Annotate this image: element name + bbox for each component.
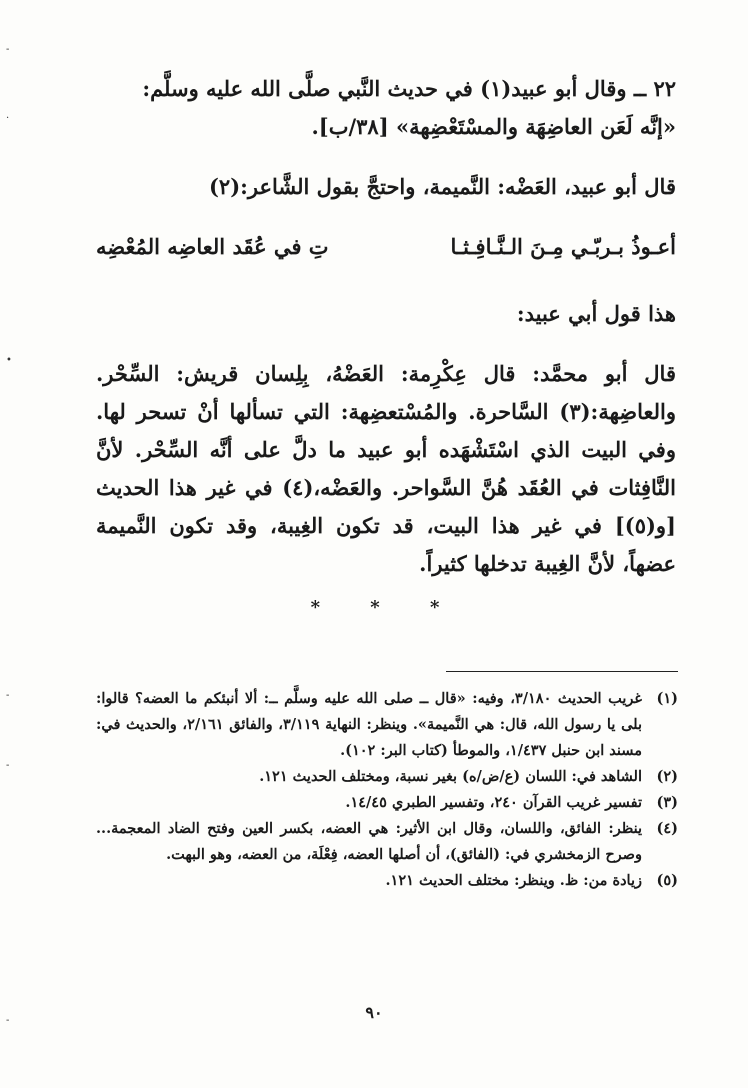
footnote-text: الشاهد في: اللسان (ع/ض/ه) بغير نسبة، ومختلف الحديث ١٢١. (259, 768, 642, 785)
paragraph-1-line-2: «إنَّه لَعَن العاضِهَة والمسْتَعْضِهة» [٣٨/ب]. (311, 114, 676, 139)
page-number: ٩٠ (365, 1003, 383, 1022)
footnote-number: (١) (656, 690, 678, 707)
poem-first-hemistich: أعـوذُ بـربّـي مِـنَ الـنَّـافِـثـا (450, 234, 676, 259)
scan-mark: . (6, 110, 10, 121)
poem-verse (96, 234, 676, 259)
footnote-number: (٣) (656, 794, 678, 811)
footnote-1 (96, 686, 678, 764)
footnote-number: (٤) (656, 820, 678, 837)
footnote-divider (446, 671, 678, 672)
paragraph-2: قال أبو عبيد، العَضْه: النَّميمة، واحتجَّ بقول الشَّاعر:(٢) (208, 174, 676, 199)
footnote-number: (٢) (656, 768, 678, 785)
footnote-text: زيادة من: ظ. وينظر: مختلف الحديث ١٢١. (385, 872, 642, 889)
paragraph-4: قال أبو محمَّد: قال عِكْرِمة: العَضْهُ، بِلِسان قريش: السِّحْر. والعاضِهة:(٣) السَّاحرة. والمُسْتعضِهة: التي تسألها أنْ تسحر لها. وفي البيت الذي اسْتَشْهَده أبو عبيد ما دلَّ على أنَّه السِّحْر. لأنَّ النَّافِثات في العُقَد هُنَّ السَّواحر. والعَضْه،(٤) في غير هذا الحديث [و(٥)] في غير هذا البيت، قد تكون الغِيبة، وقد تكون النَّميمة عضهاً، لأنَّ الغِيبة تدخلها كثيراً. (96, 361, 676, 576)
footnote-3 (96, 790, 678, 816)
scan-mark: - (6, 1015, 10, 1026)
poem-second-hemistich: تِ في عُقَد العاضِه المُعْضِه (96, 234, 329, 259)
footnote-number: (٥) (656, 872, 678, 889)
paragraph-3: هذا قول أبي عبيد: (516, 301, 676, 326)
footnote-4 (96, 816, 678, 868)
footnote-text: غريب الحديث ٣/١٨٠، وفيه: «قال ــ صلى الله عليه وسلَّم ــ: ألا أنبئكم ما العضه؟ قالوا: بلى يا رسول الله، قال: هي النَّميمة». وينظر: النهاية ٣/١١٩، والفائق ٢/١٦١، والحديث في: مسند ابن حنبل ١/٤٣٧، والموطأ (كتاب البر: ١٠٢). (96, 690, 642, 759)
scan-mark: - (6, 760, 10, 771)
scan-mark: - (6, 44, 10, 55)
main-text (96, 70, 676, 618)
section-separator: * * * (310, 597, 462, 618)
footnote-5 (96, 868, 678, 894)
footnote-text: ينظر: الفائق، واللسان، وقال ابن الأثير: هي العضه، بكسر العين وفتح الضاد المعجمة... وصرح الزمخشري في: (الفائق)، أن أصلها العضه، فِعْلَة، من العضه، وهو البهت. (96, 820, 642, 863)
scan-mark: • (6, 355, 12, 366)
scan-mark: - (6, 690, 10, 701)
footnote-2 (96, 764, 678, 790)
footnote-text: تفسير غريب القرآن ٢٤٠، وتفسير الطبري ١٤/٤٥. (345, 794, 642, 811)
footnotes (96, 686, 678, 894)
paragraph-1-line-1: ٢٢ ــ وقال أبو عبيد(١) في حديث النَّبي صلَّى الله عليه وسلَّم: (142, 76, 676, 101)
